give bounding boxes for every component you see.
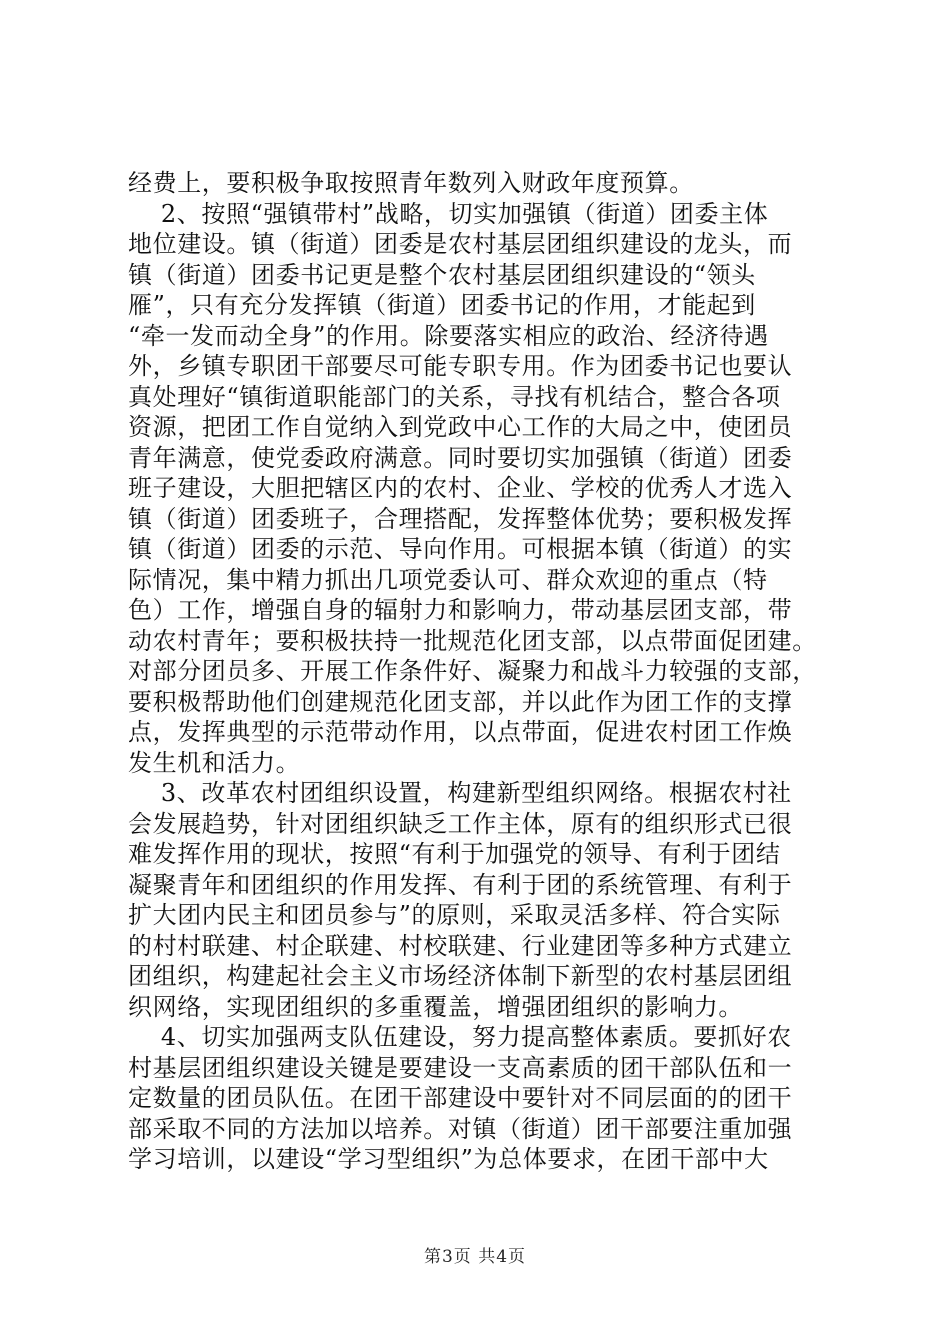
text-line: 镇（街道）团委班子，合理搭配，发挥整体优势；要积极发挥 — [128, 504, 793, 533]
text-line: 要积极帮助他们创建规范化团支部，并以此作为团工作的支撑 — [128, 687, 793, 716]
text-line: 发生机和活力。 — [128, 748, 301, 777]
text-line: 村基层团组织建设关键是要建设一支高素质的团干部队伍和一 — [128, 1053, 793, 1082]
text-line: 雁”，只有充分发挥镇（街道）团委书记的作用，才能起到 — [128, 291, 756, 319]
text-line: 扩大团内民主和团员参与”的原则，采取灵活多样、符合实际 — [128, 901, 781, 929]
page-footer: 第3页 共4页 — [423, 1247, 527, 1267]
text-line: “牵一发而动全身”的作用。除要落实相应的政治、经济待遇 — [128, 321, 769, 350]
text-line: 色）工作，增强自身的辐射力和影响力，带动基层团支部，带 — [128, 596, 793, 624]
text-line: 4、切实加强两支队伍建设，努力提高整体素质。要抓好农 — [128, 1023, 792, 1051]
text-line: 难发挥作用的现状，按照“有利于加强党的领导、有利于团结 — [128, 840, 781, 868]
text-line: 学习培训，以建设“学习型组织”为总体要求，在团干部中大 — [128, 1145, 769, 1173]
text-line: 定数量的团员队伍。在团干部建设中要针对不同层面的的团干 — [128, 1084, 793, 1112]
text-line: 班子建设，大胆把辖区内的农村、企业、学校的优秀人才选入 — [128, 474, 793, 502]
text-line: 的村村联建、村企联建、村校联建、行业建团等多种方式建立 — [128, 931, 793, 960]
text-line: 地位建设。镇（街道）团委是农村基层团组织建设的龙头，而 — [128, 230, 793, 258]
text-line: 经费上，要积极争取按照青年数列入财政年度预算。 — [128, 169, 694, 197]
text-line: 点，发挥典型的示范带动作用，以点带面，促进农村团工作焕 — [128, 718, 793, 746]
text-line: 部采取不同的方法加以培养。对镇（街道）团干部要注重加强 — [128, 1114, 793, 1143]
text-line: 际情况，集中精力抓出几项党委认可、群众欢迎的重点（特 — [128, 565, 768, 594]
text-line: 对部分团员多、开展工作条件好、凝聚力和战斗力较强的支部， — [128, 657, 817, 685]
text-line: 镇（街道）团委的示范、导向作用。可根据本镇（街道）的实 — [128, 535, 793, 563]
text-line: 凝聚青年和团组织的作用发挥、有利于团的系统管理、有利于 — [128, 870, 793, 899]
text-line: 织网络，实现团组织的多重覆盖，增强团组织的影响力。 — [128, 992, 743, 1021]
text-line: 真处理好“镇街道职能部门的关系，寻找有机结合，整合各项 — [128, 382, 781, 411]
text-line: 资源，把团工作自觉纳入到党政中心工作的大局之中，使团员 — [128, 413, 793, 441]
text-line: 镇（街道）团委书记更是整个农村基层团组织建设的“领头 — [128, 260, 756, 289]
text-line: 外，乡镇专职团干部要尽可能专职专用。作为团委书记也要认 — [128, 352, 793, 380]
text-line: 动农村青年；要积极扶持一批规范化团支部，以点带面促团建。 — [128, 626, 817, 655]
text-line: 会发展趋势，针对团组织缺乏工作主体，原有的组织形式已很 — [128, 809, 793, 838]
text-line: 团组织，构建起社会主义市场经济体制下新型的农村基层团组 — [128, 962, 793, 990]
text-line: 2、按照“强镇带村”战略，切实加强镇（街道）团委主体 — [128, 199, 769, 228]
text-line: 青年满意，使党委政府满意。同时要切实加强镇（街道）团委 — [128, 443, 793, 472]
text-line: 3、改革农村团组织设置，构建新型组织网络。根据农村社 — [128, 779, 792, 807]
